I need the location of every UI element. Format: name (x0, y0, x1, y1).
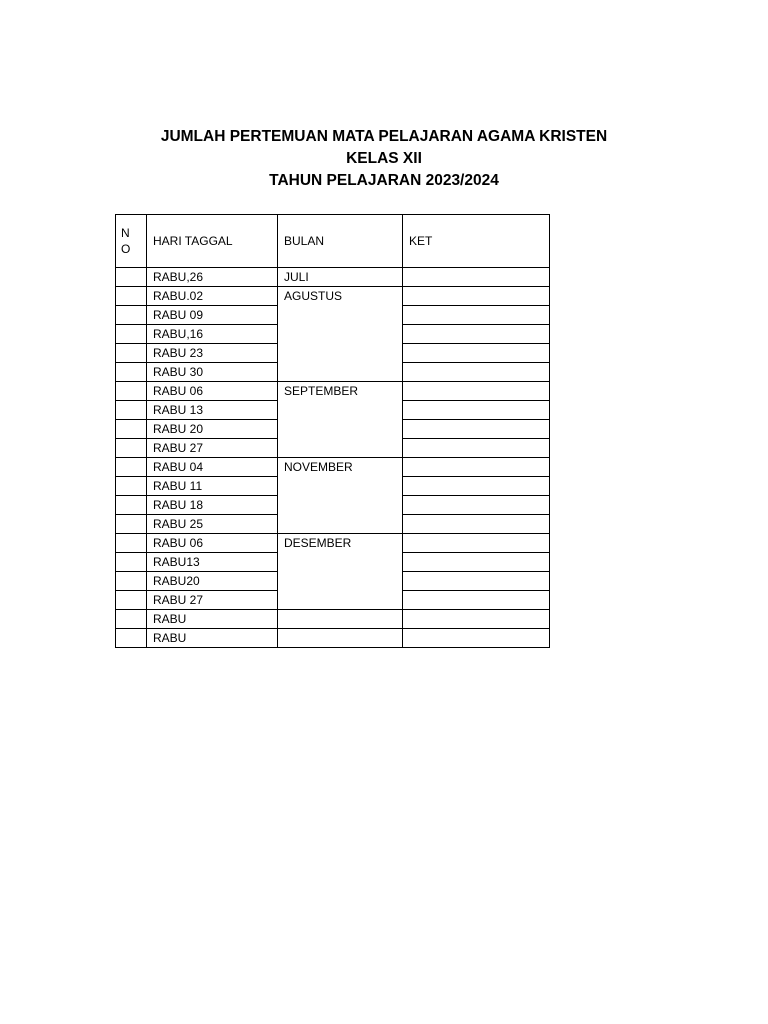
ket-cell (403, 496, 550, 515)
header-no: NO (116, 215, 147, 268)
table-row (116, 534, 550, 553)
ket-cell (403, 458, 550, 477)
no-cell (116, 553, 147, 572)
ket-cell (403, 401, 550, 420)
ket-cell (403, 515, 550, 534)
month-cell (278, 629, 403, 648)
no-cell (116, 439, 147, 458)
ket-cell (403, 268, 550, 287)
date-cell: RABU 30 (147, 363, 278, 382)
ket-cell (403, 439, 550, 458)
document-title (0, 126, 768, 192)
table-row (116, 287, 550, 306)
month-cell: DESEMBER (278, 534, 403, 610)
date-cell: RABU.02 (147, 287, 278, 306)
no-cell (116, 287, 147, 306)
date-cell: RABU 20 (147, 420, 278, 439)
table-row (116, 458, 550, 477)
date-cell: RABU 11 (147, 477, 278, 496)
ket-cell (403, 629, 550, 648)
no-cell (116, 401, 147, 420)
no-cell (116, 306, 147, 325)
no-cell (116, 458, 147, 477)
month-cell: JULI (278, 268, 403, 287)
no-cell (116, 572, 147, 591)
no-cell (116, 382, 147, 401)
ket-cell (403, 553, 550, 572)
no-cell (116, 610, 147, 629)
date-cell: RABU20 (147, 572, 278, 591)
table-row (116, 268, 550, 287)
month-cell: AGUSTUS (278, 287, 403, 382)
table-row (116, 382, 550, 401)
date-cell: RABU 25 (147, 515, 278, 534)
ket-cell (403, 363, 550, 382)
ket-cell (403, 534, 550, 553)
no-cell (116, 420, 147, 439)
no-cell (116, 534, 147, 553)
no-cell (116, 477, 147, 496)
no-cell (116, 344, 147, 363)
month-cell: SEPTEMBER (278, 382, 403, 458)
ket-cell (403, 420, 550, 439)
ket-cell (403, 306, 550, 325)
date-cell: RABU (147, 610, 278, 629)
date-cell: RABU 06 (147, 382, 278, 401)
ket-cell (403, 477, 550, 496)
date-cell: RABU 23 (147, 344, 278, 363)
ket-cell (403, 287, 550, 306)
date-cell: RABU,26 (147, 268, 278, 287)
ket-cell (403, 610, 550, 629)
header-hari-tanggal: HARI TAGGAL (147, 215, 278, 268)
date-cell: RABU (147, 629, 278, 648)
no-cell (116, 325, 147, 344)
ket-cell (403, 382, 550, 401)
date-cell: RABU 13 (147, 401, 278, 420)
date-cell: RABU 09 (147, 306, 278, 325)
no-cell (116, 591, 147, 610)
table-row (116, 610, 550, 629)
no-cell (116, 515, 147, 534)
ket-cell (403, 572, 550, 591)
ket-cell (403, 591, 550, 610)
month-cell (278, 610, 403, 629)
title-line-1: JUMLAH PERTEMUAN MATA PELAJARAN AGAMA KRISTEN (160, 128, 608, 145)
no-cell (116, 629, 147, 648)
date-cell: RABU 27 (147, 591, 278, 610)
table-row (116, 629, 550, 648)
no-cell (116, 496, 147, 515)
date-cell: RABU 27 (147, 439, 278, 458)
no-cell (116, 363, 147, 382)
date-cell: RABU 18 (147, 496, 278, 515)
date-cell: RABU13 (147, 553, 278, 572)
header-ket: KET (403, 215, 550, 268)
title-line-2: KELAS XII (346, 150, 422, 167)
no-cell (116, 268, 147, 287)
table-header-row (116, 215, 550, 268)
month-cell: NOVEMBER (278, 458, 403, 534)
title-line-3: TAHUN PELAJARAN 2023/2024 (269, 172, 499, 189)
attendance-table (115, 214, 550, 648)
ket-cell (403, 344, 550, 363)
date-cell: RABU 04 (147, 458, 278, 477)
header-bulan: BULAN (278, 215, 403, 268)
date-cell: RABU,16 (147, 325, 278, 344)
date-cell: RABU 06 (147, 534, 278, 553)
ket-cell (403, 325, 550, 344)
